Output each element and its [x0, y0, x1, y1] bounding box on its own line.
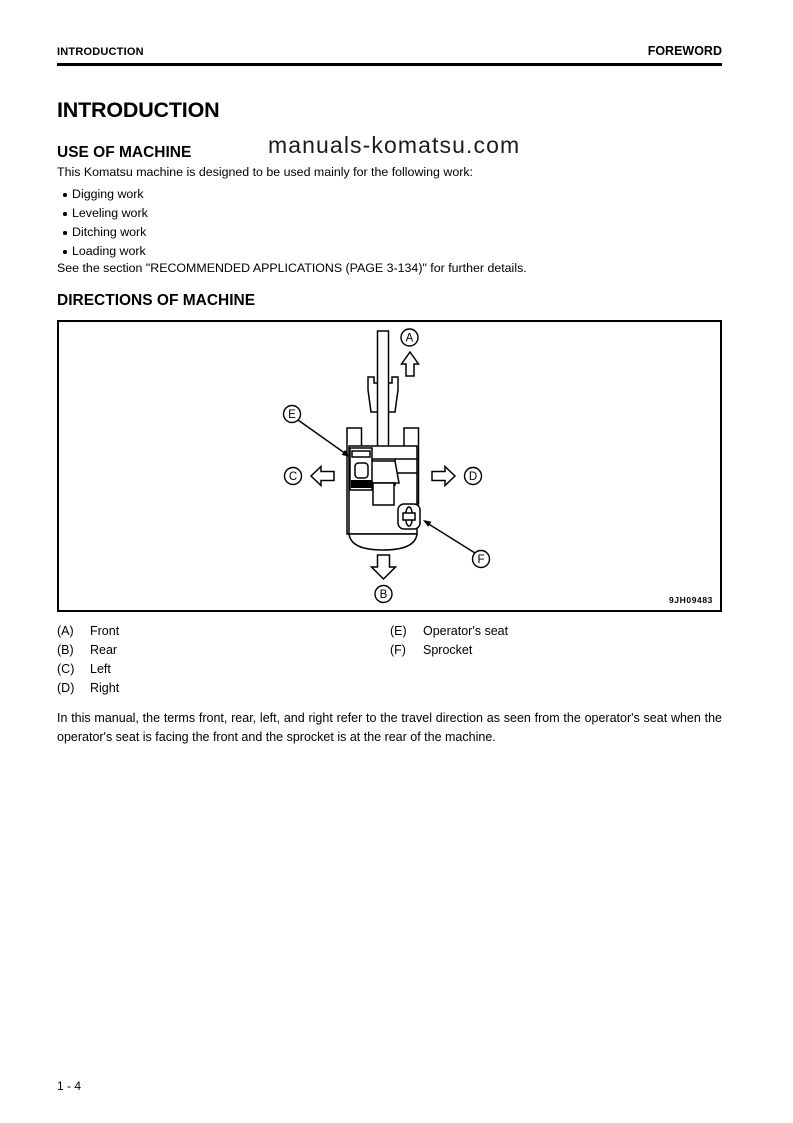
callout-c-letter: C — [288, 471, 298, 483]
legend-empty — [423, 679, 722, 698]
right-direction-arrow — [432, 467, 455, 486]
work-type-list — [57, 185, 722, 261]
page-title: INTRODUCTION — [57, 98, 220, 122]
callout-d-letter: D — [468, 471, 478, 483]
page-number: 1 - 4 — [57, 1079, 82, 1093]
legend-empty — [390, 679, 423, 698]
left-direction-arrow — [311, 467, 334, 486]
section-heading-use-of-machine: USE OF MACHINE — [57, 144, 192, 161]
see-also-text: See the section "RECOMMENDED APPLICATIONS (PAGE 3-134)" for further details. — [57, 261, 527, 275]
header-rule — [57, 63, 722, 66]
legend-label: Operator's seat — [423, 624, 509, 638]
rear-direction-arrow — [372, 555, 396, 579]
legend-key: (B) — [57, 643, 74, 657]
callout-f-letter: F — [477, 554, 485, 566]
legend-empty — [423, 660, 722, 679]
legend-label: Front — [90, 624, 120, 638]
legend-key: (D) — [57, 681, 75, 695]
cab-console-shape — [352, 451, 370, 457]
callout-f-leader-line — [427, 523, 475, 553]
bullet-item: Ditching work — [57, 223, 722, 242]
callout-e-letter: E — [288, 409, 296, 421]
figure-code: 9JH09483 — [668, 595, 713, 605]
section-heading-directions: DIRECTIONS OF MACHINE — [57, 292, 256, 309]
legend-key: (A) — [57, 624, 74, 638]
bullet-item: Loading work — [57, 242, 722, 261]
machine-top-view-diagram — [59, 322, 720, 610]
legend-label: Right — [90, 681, 120, 695]
header-chapter-label: INTRODUCTION — [57, 46, 144, 58]
legend-label: Rear — [90, 643, 118, 657]
sprocket-axle-shape — [403, 513, 415, 520]
bullet-item: Leveling work — [57, 204, 722, 223]
machine-directions-figure — [57, 320, 722, 612]
counterweight-shape — [349, 534, 417, 550]
legend-empty — [390, 660, 423, 679]
cab-floor-shape — [351, 480, 372, 488]
legend-key: (F) — [390, 643, 406, 657]
legend-key: (C) — [57, 662, 75, 676]
operator-seat-shape — [355, 463, 368, 478]
watermark-text: manuals-komatsu.com — [268, 132, 521, 158]
callout-e-leader-line — [298, 420, 346, 454]
legend-label: Sprocket — [423, 643, 473, 657]
legend-label: Left — [90, 662, 111, 676]
legend-key: (E) — [390, 624, 407, 638]
header-section-label: FOREWORD — [647, 44, 722, 58]
front-direction-arrow — [402, 352, 419, 376]
boom-shape — [378, 331, 389, 463]
direction-legend — [57, 622, 722, 698]
directions-note: In this manual, the terms front, rear, left, and right refer to the travel direction as seen from the operator's seat when the operator's seat is facing the front and the sprocket is at the rear of the machine. — [57, 711, 722, 744]
callout-b-letter: B — [379, 589, 388, 601]
bullet-item: Digging work — [57, 185, 722, 204]
running-header — [57, 0, 722, 58]
callout-a-letter: A — [405, 332, 414, 345]
swing-column-shape — [373, 483, 394, 505]
use-of-machine-intro: This Komatsu machine is designed to be used mainly for the following work: — [57, 165, 473, 179]
